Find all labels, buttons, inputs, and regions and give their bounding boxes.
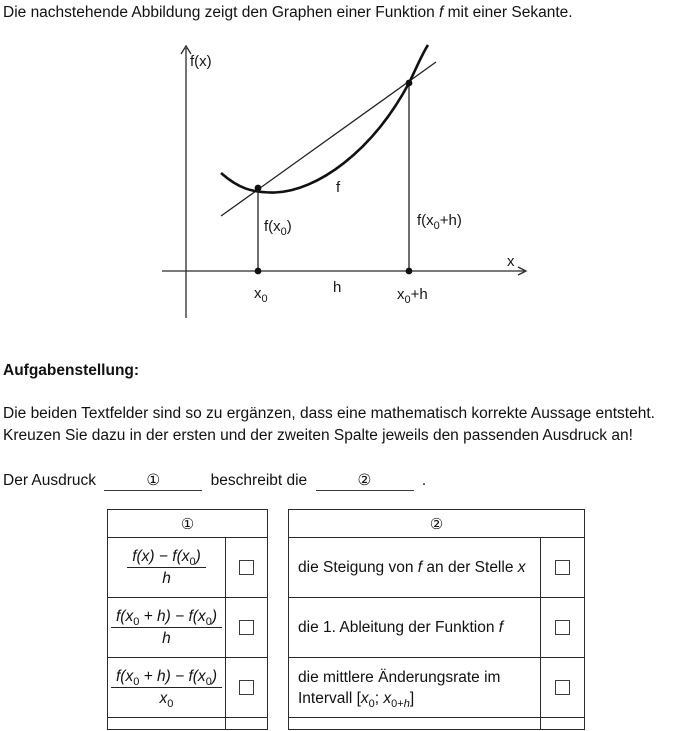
blank-1 [104, 471, 202, 491]
expression-cell-4-partial [108, 718, 226, 729]
f-symbol: f [498, 619, 504, 636]
x-symbol: x [517, 559, 526, 576]
label-x0-plus-h [397, 286, 428, 306]
task-instructions [3, 403, 655, 447]
description-text-3-line2 [298, 688, 414, 709]
num-chunk: ) [195, 548, 201, 565]
text-chunk: Intervall [ [298, 689, 361, 707]
checkbox-expression-3[interactable] [239, 680, 254, 695]
expression-row-1 [108, 538, 267, 598]
num-chunk: ) [211, 608, 217, 625]
checkbox-cell [226, 598, 267, 657]
num-sub: 0 [205, 616, 212, 629]
label-x0-sub: 0 [261, 293, 268, 305]
description-cell-2 [289, 598, 541, 657]
label-x0-main: x [254, 285, 262, 302]
expression-row-3 [108, 658, 267, 718]
text-chunk: an der Stelle [422, 559, 518, 576]
fill-in-sentence [3, 471, 426, 491]
task-instruction-line1: Die beiden Textfelder sind so zu ergänzen, dass eine mathematisch korrekte Aussage entsteht. [3, 405, 655, 422]
label-f-of-x0h [417, 212, 462, 232]
label-x0h-sub: 0 [404, 294, 411, 306]
x-axis-label: x [507, 253, 515, 270]
expression-table [107, 509, 268, 730]
label-f-of-x0-close: ) [286, 218, 292, 235]
den-chunk: h [162, 630, 171, 647]
expression-row-2 [108, 598, 267, 658]
sub-chunk: 0 [368, 697, 375, 710]
circled-1-icon: ① [146, 472, 161, 489]
secant-line [221, 62, 436, 216]
label-x0h-tail: +h [410, 286, 428, 303]
task-heading: Aufgabenstellung: [3, 362, 140, 379]
formula-difference-quotient-h [111, 607, 222, 648]
num-sub: 0 [205, 676, 212, 689]
text-chunk: ; [374, 689, 384, 707]
checkbox-expression-2[interactable] [239, 620, 254, 635]
description-row-4-partial [289, 718, 584, 729]
num-sub: 0 [189, 556, 196, 569]
description-table [288, 509, 585, 730]
label-f-of-x0-main: f(x [264, 218, 281, 235]
num-chunk: + h) − f(x [139, 608, 206, 625]
expression-cell-2 [108, 598, 226, 657]
function-curve [221, 45, 428, 193]
description-row-1 [289, 538, 584, 598]
circled-2-icon: ② [357, 472, 372, 489]
description-cell-1 [289, 538, 541, 597]
task-instruction-line2: Kreuzen Sie dazu in der ersten und der zweiten Spalte jeweils den passenden Ausdruck an! [3, 427, 633, 444]
label-f-of-x0-sub: 0 [280, 226, 287, 238]
den-chunk: x [159, 690, 168, 707]
expression-cell-1 [108, 538, 226, 597]
label-f-of-x0h-close: +h) [439, 212, 462, 229]
text-chunk: die 1. Ableitung der Funktion [298, 619, 499, 636]
blank-2 [316, 471, 414, 491]
text-chunk: die Steigung von [298, 559, 418, 576]
checkbox-cell [541, 658, 584, 717]
graph-svg [150, 40, 540, 345]
description-text-3-line1: die mittlere Änderungsrate im [298, 668, 501, 686]
num-chunk: f(x [116, 668, 134, 685]
checkbox-cell-partial [541, 718, 584, 729]
text-chunk: ] [409, 689, 415, 707]
num-chunk: f(x) − f(x [132, 548, 190, 565]
description-text-2 [298, 617, 503, 638]
checkbox-expression-1[interactable] [239, 560, 254, 575]
description-cell-3 [289, 658, 541, 717]
description-cell-4-partial [289, 718, 541, 729]
label-x0 [254, 285, 268, 305]
point-on-curve-x0h [406, 80, 413, 87]
point-on-axis-x0 [255, 268, 262, 275]
sentence-part2: beschreibt die [210, 472, 308, 489]
point-on-axis-x0h [406, 268, 413, 275]
den-sub: 0 [167, 698, 174, 711]
intro-sentence [3, 4, 573, 22]
checkbox-cell [541, 598, 584, 657]
sentence-part1: Der Ausdruck [3, 472, 97, 489]
description-row-2 [289, 598, 584, 658]
x-symbol: x [383, 689, 392, 707]
expression-row-4-partial [108, 718, 267, 729]
sub-chunk: 0+ [391, 697, 404, 710]
x-symbol: x [360, 689, 369, 707]
description-text-1 [298, 557, 526, 578]
intro-text-post: mit einer Sekante. [443, 4, 573, 21]
f-symbol: f [417, 559, 423, 576]
label-f-of-x0 [264, 218, 292, 238]
num-chunk: + h) − f(x [139, 668, 206, 685]
checkbox-cell [226, 658, 267, 717]
num-sub: 0 [133, 616, 140, 629]
num-sub: 0 [133, 676, 140, 689]
sub-h-symbol: h [403, 697, 410, 710]
label-x0h-main: x [397, 286, 405, 303]
intro-text-pre: Die nachstehende Abbildung zeigt den Graphen einer Funktion [3, 4, 440, 21]
formula-quotient-x0 [111, 667, 222, 711]
label-f-of-x0h-sub: 0 [433, 220, 440, 232]
num-chunk: f(x [116, 608, 134, 625]
formula-difference-quotient-x [127, 547, 206, 588]
label-h: h [333, 279, 342, 296]
num-chunk: ) [211, 668, 217, 685]
den-chunk: h [162, 570, 171, 587]
expression-table-header: ① [108, 510, 267, 538]
y-axis-label: f(x) [190, 53, 212, 70]
label-f-of-x0h-main: f(x [417, 212, 434, 229]
checkbox-cell [541, 538, 584, 597]
checkbox-cell-partial [226, 718, 267, 729]
sentence-period: . [421, 472, 427, 489]
description-row-3 [289, 658, 584, 718]
expression-cell-3 [108, 658, 226, 717]
description-table-header: ② [289, 510, 584, 538]
checkbox-description-2[interactable] [555, 620, 570, 635]
checkbox-description-1[interactable] [555, 560, 570, 575]
point-on-curve-x0 [255, 185, 262, 192]
intro-f-symbol: f [439, 4, 444, 21]
function-graph-figure [150, 40, 540, 350]
checkbox-description-3[interactable] [555, 680, 570, 695]
checkbox-cell [226, 538, 267, 597]
curve-label: f [336, 179, 341, 196]
